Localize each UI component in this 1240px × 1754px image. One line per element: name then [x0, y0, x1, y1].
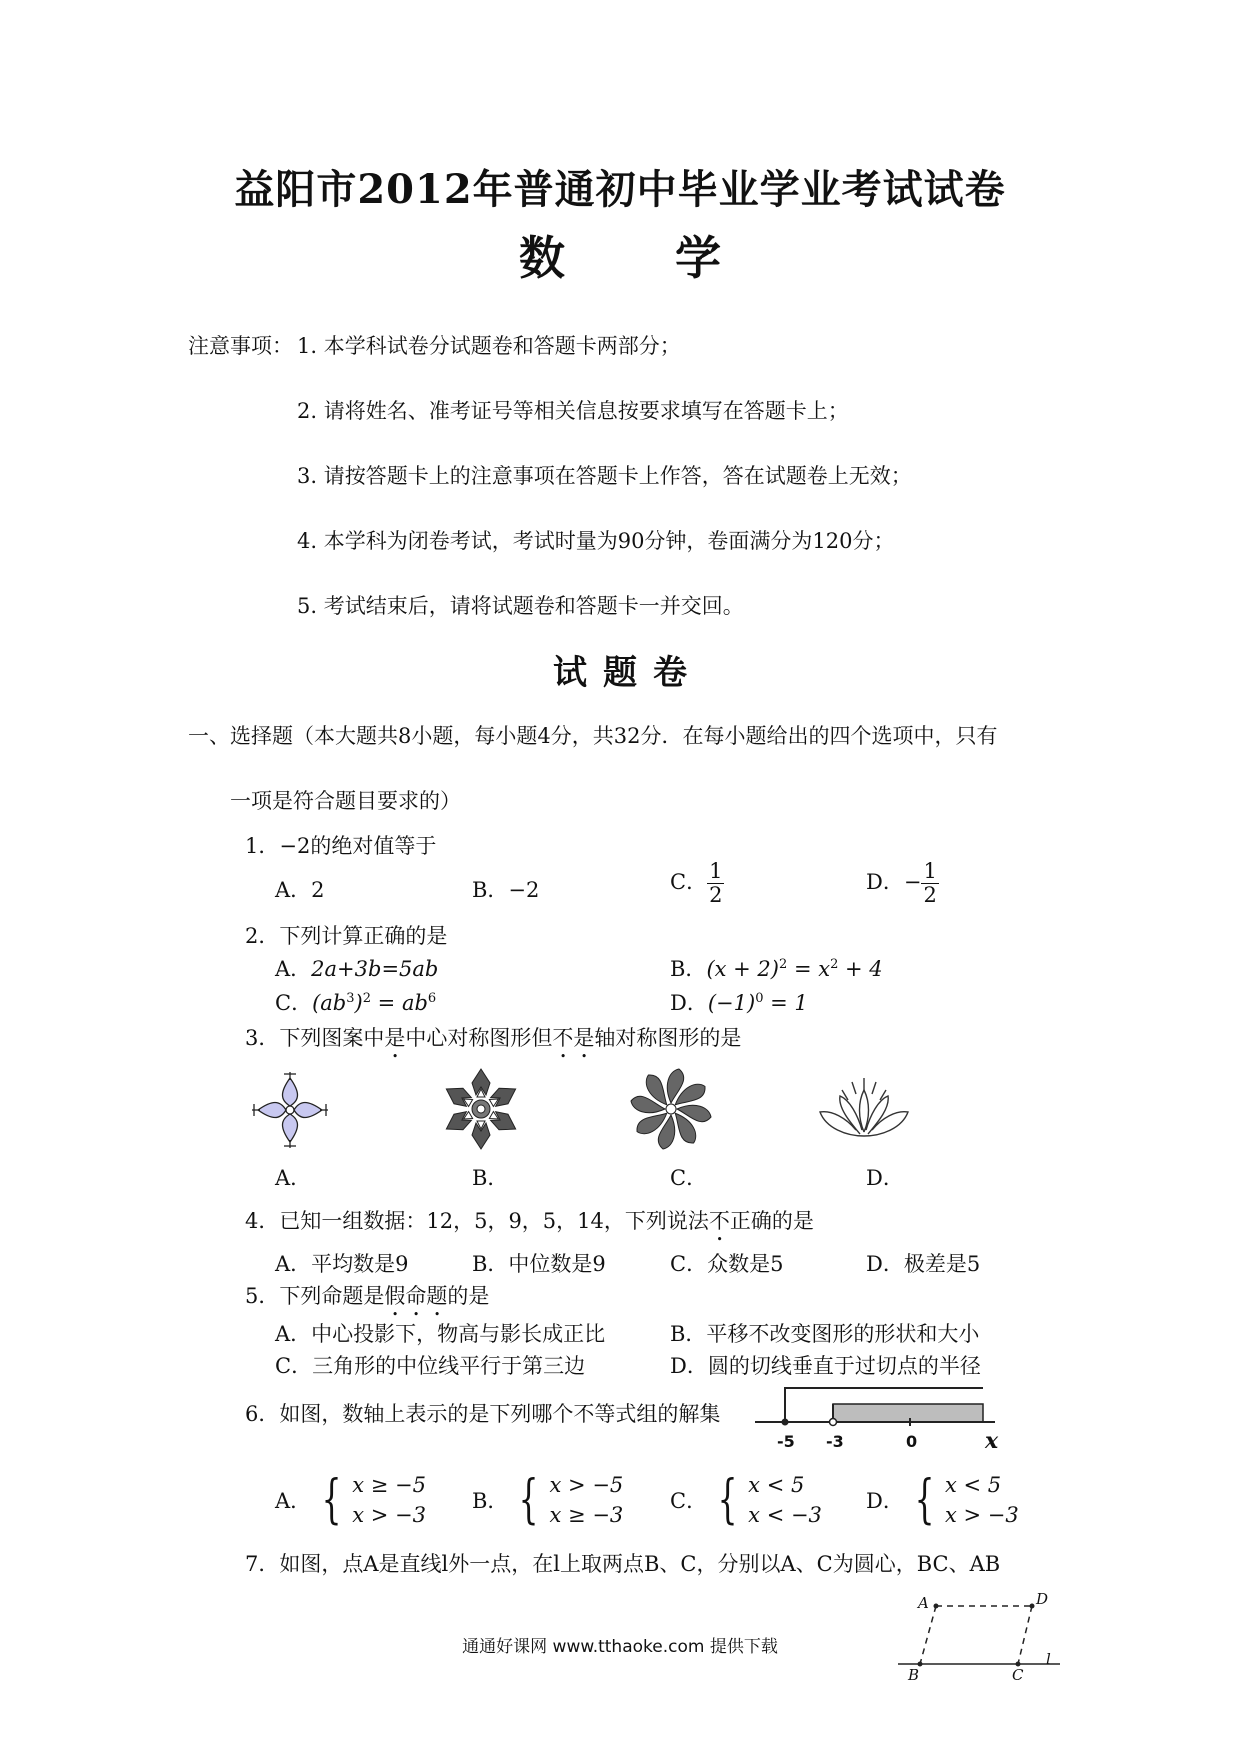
q5-stem-part1: 5．下列命题是 [245, 1284, 385, 1308]
q2-option-c [275, 987, 436, 1017]
q7-stem: 7．如图，点A是直线l外一点，在l上取两点B、C，分别以A、C为圆心，BC、AB [245, 1552, 1001, 1576]
q1-d-numerator: 1 [923, 859, 937, 883]
q6-b-top: x > −5 [549, 1473, 624, 1497]
q4-stem-emph: 不 [708, 1209, 730, 1233]
q2-option-b [670, 953, 883, 983]
q2-c-sup-1: 3 [346, 991, 355, 1006]
q1-option-a: A．2 [275, 878, 325, 902]
q4-option-d: D．极差是5 [866, 1252, 981, 1276]
q2-c-expr-1: (ab [312, 991, 347, 1015]
q5-stem-part2: 的是 [447, 1284, 490, 1308]
q4-option-c: C．众数是5 [670, 1252, 784, 1276]
q6-open-point-minus3 [830, 1419, 837, 1426]
q1-option-c-fraction [707, 860, 724, 907]
q2-d-expr-2: = 1 [763, 991, 808, 1015]
notice-item-4: 4. 本学科为闭卷考试，考试时量为90分钟，卷面满分为120分； [297, 529, 895, 553]
q1-option-d [866, 860, 939, 907]
q4-option-b: B．中位数是9 [472, 1252, 606, 1276]
q3-stem-part3: 轴对称图形的是 [594, 1026, 742, 1050]
q1-c-denominator: 2 [709, 883, 723, 908]
q6-c-label: C． [670, 1489, 708, 1514]
section-title: 试题卷 [553, 653, 703, 693]
q1-option-c-label: C． [670, 870, 708, 895]
q7-label-l: l [1046, 1650, 1051, 1668]
q1-d-denominator: 2 [923, 883, 937, 908]
notice-item-3: 3. 请按答题卡上的注意事项在答题卡上作答，答在试题卷上无效； [297, 464, 912, 488]
q6-option-b: B． { x > −5 x ≥ −3 [472, 1470, 624, 1531]
q2-c-expr-2: ) [354, 991, 363, 1015]
q2-b-expr-3: + 4 [838, 957, 883, 981]
q6-option-a: A． { x ≥ −5 x > −3 [275, 1470, 427, 1531]
q2-b-expr-2: = x [787, 957, 831, 981]
q2-a-expr: 2a+3b=5ab [311, 957, 439, 981]
q6-stem: 6．如图，数轴上表示的是下列哪个不等式组的解集 [245, 1402, 721, 1426]
q1-option-d-fraction [921, 860, 938, 907]
q2-stem: 2．下列计算正确的是 [245, 924, 448, 948]
q2-option-d [670, 987, 808, 1017]
q2-c-label: C． [275, 991, 313, 1015]
q5-option-c: C．三角形的中位线平行于第三边 [275, 1354, 586, 1378]
q6-axis-label-minus3: -3 [826, 1432, 844, 1451]
q3-figure-d-fan-flower [816, 1076, 912, 1142]
q6-c-top: x < 5 [748, 1473, 805, 1497]
q6-c-bottom: x < −3 [748, 1503, 822, 1528]
q2-b-sup-2: 2 [830, 957, 839, 972]
q6-d-top: x < 5 [944, 1473, 1002, 1497]
q3-stem-part1: 3．下列图案中 [245, 1026, 385, 1050]
q4-stem-part2: 正确的是 [729, 1209, 814, 1233]
q2-c-expr-3: = ab [371, 991, 428, 1015]
q6-option-c: C． { x < 5 x < −3 [670, 1470, 822, 1531]
q3-figure-a-cross-petals [250, 1070, 330, 1150]
q7-label-d: D [1036, 1590, 1049, 1608]
q3-label-d: D． [866, 1166, 904, 1190]
q2-c-sup-3: 6 [427, 991, 437, 1006]
q1-option-b: B．−2 [472, 878, 540, 902]
q3-figure-b-snowflake [438, 1066, 524, 1152]
q3-figure-c-pinwheel [628, 1066, 714, 1152]
q5-stem-emph: 假命题 [384, 1284, 448, 1308]
q1-c-numerator: 1 [709, 859, 723, 883]
q2-b-label: B． [670, 957, 707, 981]
q7-label-c: C [1012, 1666, 1024, 1684]
q6-b-label: B． [472, 1489, 509, 1514]
q6-axis-label-minus5: -5 [777, 1432, 795, 1451]
q5-stem [245, 1280, 489, 1321]
q2-d-sup-1: 0 [755, 991, 764, 1006]
q6-b-bottom: x ≥ −3 [549, 1503, 624, 1528]
q4-stem [245, 1205, 814, 1246]
q6-d-label: D． [866, 1489, 904, 1514]
q7-label-b: B [908, 1666, 920, 1684]
q6-shaded-region [833, 1404, 983, 1422]
q1-stem: 1．−2的绝对值等于 [245, 834, 437, 858]
q6-a-label: A． [275, 1489, 312, 1514]
q2-c-sup-2: 2 [362, 991, 371, 1006]
subject-title: 数学 [519, 231, 831, 285]
q5-option-a: A．中心投影下，物高与影长成正比 [275, 1322, 606, 1346]
q2-b-sup-1: 2 [778, 957, 788, 972]
exam-title: 益阳市2012年普通初中毕业学业考试试卷 [234, 166, 1006, 213]
q5-option-b: B．平移不改变图形的形状和大小 [670, 1322, 980, 1346]
notice-item-2: 2. 请将姓名、准考证号等相关信息按要求填写在答题卡上； [297, 399, 849, 423]
q7-point-d [1030, 1604, 1035, 1609]
notice-item-5: 5. 考试结束后，请将试题卷和答题卡一并交回。 [297, 594, 744, 618]
page-footer: 通通好课网 www.tthaoke.com 提供下载 [462, 1637, 778, 1657]
q6-axis-label-zero: 0 [906, 1432, 918, 1451]
q6-axis-label-x: x [985, 1428, 999, 1454]
q2-d-label: D． [670, 991, 708, 1015]
q6-d-bottom: x > −3 [944, 1503, 1019, 1528]
q2-a-label: A． [275, 957, 312, 981]
q1-option-c [670, 860, 724, 907]
q7-point-a [934, 1604, 939, 1609]
q3-label-b: B． [472, 1166, 509, 1190]
q6-option-d: D． { x < 5 x > −3 [866, 1470, 1019, 1531]
q4-option-a: A．平均数是9 [275, 1252, 409, 1276]
part1-heading-line2: 一项是符合题目要求的） [230, 789, 461, 813]
q3-label-a: A． [275, 1166, 312, 1190]
notice-item-1: 1. 本学科试卷分试题卷和答题卡两部分； [297, 334, 681, 358]
q3-stem-part2: 中心对称图形但 [405, 1026, 553, 1050]
q3-label-c: C． [670, 1166, 708, 1190]
q6-a-bottom: x > −3 [352, 1503, 427, 1528]
q3-stem [245, 1022, 741, 1063]
q4-stem-part1: 4．已知一组数据：12，5，9，5，14，下列说法 [245, 1209, 709, 1233]
q2-b-expr-1: (x + 2) [706, 957, 779, 981]
notice-label: 注意事项： [188, 334, 293, 358]
part1-heading-line1: 一、选择题（本大题共8小题，每小题4分，共32分．在每小题给出的四个选项中，只有 [188, 724, 998, 748]
q6-a-top: x ≥ −5 [352, 1473, 427, 1497]
q5-option-d: D．圆的切线垂直于过切点的半径 [670, 1354, 981, 1378]
q3-stem-emph-1: 是 [384, 1026, 406, 1050]
q1-option-d-label: D．− [866, 870, 922, 895]
q7-label-a: A [918, 1594, 929, 1612]
q2-d-expr-1: (−1) [707, 991, 756, 1015]
q2-option-a [275, 953, 438, 983]
q6-solid-point-minus5 [782, 1419, 789, 1426]
q3-stem-emph-2: 不是 [552, 1026, 595, 1050]
